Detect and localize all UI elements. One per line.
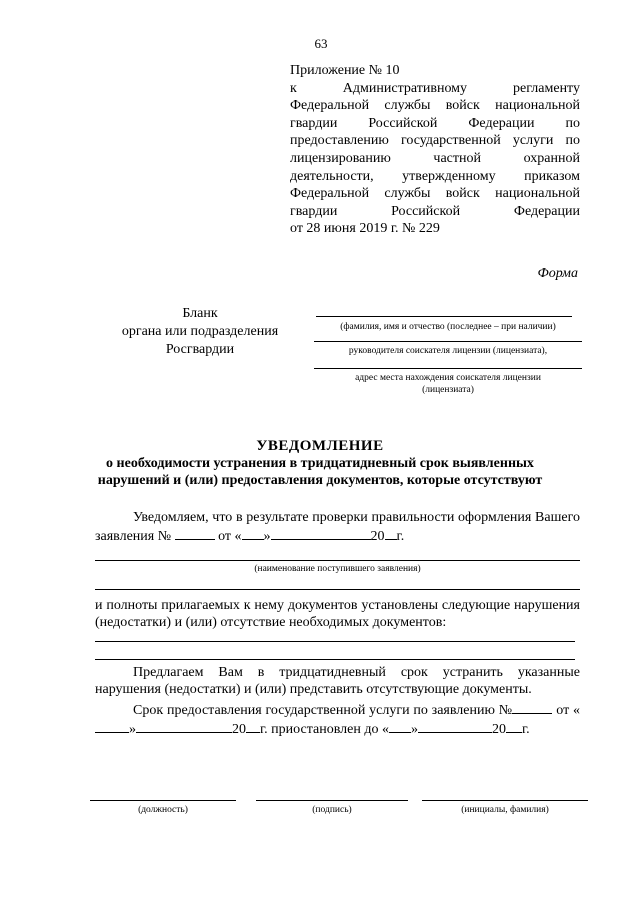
month-field[interactable] — [418, 719, 492, 733]
page-number: 63 — [314, 36, 328, 51]
title-main: УВЕДОМЛЕНИЕ — [256, 438, 384, 454]
quote-open: « — [381, 722, 389, 737]
paragraph-text: Срок предоставления государственной услуги по заявлению — [133, 703, 495, 718]
position-caption: (должность) — [138, 805, 188, 815]
application-number-field[interactable] — [512, 700, 552, 714]
day-field[interactable] — [95, 719, 129, 733]
appendix-line: Федеральной службы войск национальной — [290, 186, 580, 202]
appendix-line: лицензированию частной охранной — [290, 150, 580, 166]
year-prefix: 20 — [232, 722, 246, 737]
application-name-line[interactable] — [95, 560, 580, 561]
year-suffix: г. — [260, 722, 268, 737]
appendix-line: гвардии Российской Федерации — [290, 203, 580, 219]
application-name-caption: (наименование поступившего заявления) — [254, 564, 421, 574]
paragraph-proposal: Предлагаем Вам в тридцатидневный срок устранить указанные нарушения (недостатки) и (или) представить отсутствующие документы. — [95, 665, 580, 697]
title-line: нарушений и (или) предоставления документов, которые отсутствуют — [97, 473, 543, 488]
month-field[interactable] — [136, 719, 232, 733]
day-field[interactable] — [242, 526, 264, 540]
paragraph-text: Уведомляем, что в результате проверки правильности оформления Вашего заявления № — [95, 510, 580, 544]
appendix-block — [290, 62, 580, 238]
number-sign: № — [498, 703, 513, 718]
application-name-line-2[interactable] — [95, 589, 580, 590]
year-suffix: г. — [396, 529, 405, 544]
year-prefix: 20 — [491, 722, 506, 737]
footer-signature — [256, 800, 408, 815]
form-mark: Форма — [537, 266, 578, 281]
blank-line: органа или подразделения — [121, 324, 279, 339]
letterhead-blank — [110, 305, 290, 359]
footer-initials — [422, 800, 588, 815]
blank-line: Бланк — [182, 306, 218, 321]
year-field[interactable] — [246, 719, 260, 733]
addressee-name-line — [316, 316, 572, 317]
paragraph-notification — [95, 509, 580, 545]
appendix-line: Приложение № 10 — [290, 63, 400, 78]
footer-position — [90, 800, 236, 815]
signature-line[interactable] — [256, 800, 408, 801]
quote-close: » — [129, 722, 136, 737]
appendix-line: от 28 июня 2019 г. № 229 — [290, 221, 440, 237]
appendix-line: Федеральной службы войск национальной — [290, 98, 580, 114]
year-field[interactable] — [385, 526, 397, 540]
suspended-until-text: приостановлен до — [271, 722, 379, 737]
violations-line-1[interactable] — [95, 641, 575, 642]
addressee-address-caption-2: (лицензиата) — [422, 385, 474, 395]
initials-line[interactable] — [422, 800, 588, 801]
addressee-head-caption: руководителя соискателя лицензии (лицензиата), — [348, 346, 548, 356]
quote-close: » — [263, 529, 271, 544]
year-prefix: 20 — [370, 529, 385, 544]
appendix-line: деятельности, утвержденному приказом — [290, 168, 580, 184]
year-field[interactable] — [506, 719, 522, 733]
document-title — [60, 438, 580, 489]
date-from-text: от « — [556, 703, 581, 718]
addressee-address-caption: адрес места нахождения соискателя лицензии — [355, 373, 541, 383]
signature-caption: (подпись) — [312, 805, 352, 815]
appendix-line: гвардии Российской Федерации по — [290, 115, 580, 131]
day-field[interactable] — [389, 719, 411, 733]
blank-line: Росгвардии — [165, 342, 235, 357]
addressee-head-line — [314, 341, 582, 342]
year-suffix: г. — [521, 722, 530, 737]
position-line[interactable] — [90, 800, 236, 801]
paragraph-violations: и полноты прилагаемых к нему документов установлены следующие нарушения (недостатки) и (или) отсутствие необходимых документов: — [95, 598, 580, 630]
month-field[interactable] — [271, 526, 371, 540]
initials-caption: (инициалы, фамилия) — [461, 805, 549, 815]
paragraph-suspension — [95, 700, 580, 738]
quote-close: » — [410, 722, 418, 737]
appendix-line: к Административному регламенту — [290, 80, 580, 96]
title-line: о необходимости устранения в тридцатидневный срок выявленных — [106, 456, 534, 471]
date-from-text: от « — [218, 529, 242, 544]
addressee-address-line — [314, 368, 582, 369]
violations-line-2[interactable] — [95, 659, 575, 660]
application-number-field[interactable] — [175, 526, 215, 540]
addressee-name-caption: (фамилия, имя и отчество (последнее – при наличии) — [340, 322, 556, 332]
addressee-block — [314, 316, 582, 396]
appendix-line: предоставлению государственной услуги по — [290, 133, 580, 149]
